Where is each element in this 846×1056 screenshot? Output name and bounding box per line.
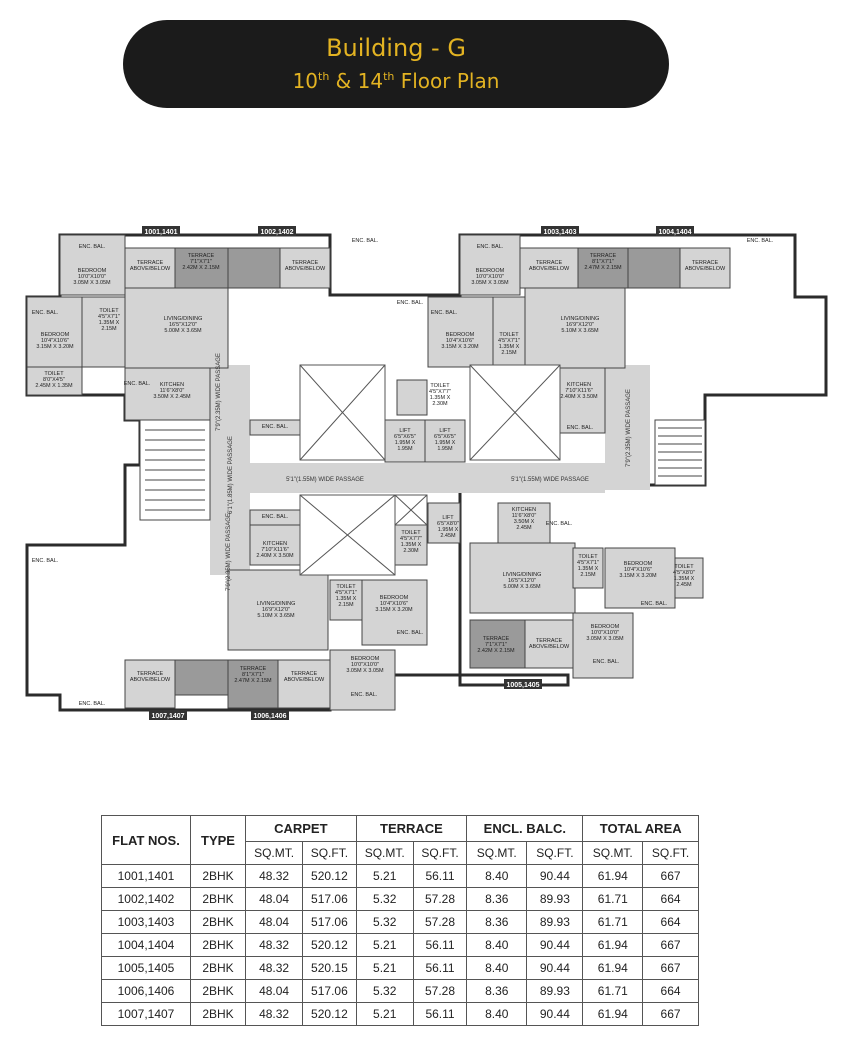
room-label <box>346 656 384 674</box>
subheader-cell: SQ.MT. <box>583 842 643 865</box>
room-dimension: ABOVE/BELOW <box>684 266 726 272</box>
table-cell: 61.94 <box>583 1003 643 1026</box>
table-cell: 48.04 <box>246 980 303 1003</box>
room-label <box>431 310 458 316</box>
table-cell: 2BHK <box>191 934 246 957</box>
room-dimension: 2.45M <box>676 582 692 588</box>
table-cell: 61.71 <box>583 911 643 934</box>
room-dimension: 3.50M X 2.45M <box>153 394 191 400</box>
table-cell: 61.71 <box>583 980 643 1003</box>
subheader-cell: SQ.FT. <box>643 842 699 865</box>
room-label <box>262 424 289 430</box>
room-label <box>586 624 624 642</box>
flat-tag-6: 1006,1406 <box>253 713 287 720</box>
table-cell: 56.11 <box>413 957 466 980</box>
table-cell: 2BHK <box>191 957 246 980</box>
room-label <box>567 425 594 431</box>
room-name: BEDROOM <box>77 268 107 274</box>
room-dimension: 1.35M X <box>429 395 451 401</box>
room-dimension: 10'4"X10'6" <box>623 567 653 573</box>
subheader-cell: SQ.FT. <box>413 842 466 865</box>
room-name: ENC. BAL. <box>261 424 289 430</box>
room-name: ENC. BAL. <box>545 521 573 527</box>
room-dimension: 2.45M <box>440 533 456 539</box>
table-cell: 1003,1403 <box>102 911 191 934</box>
table-cell: 48.32 <box>246 957 303 980</box>
room-dimension: ABOVE/BELOW <box>129 677 171 683</box>
room-name: ENC. BAL. <box>261 514 289 520</box>
table-cell: 48.32 <box>246 1003 303 1026</box>
table-cell: 90.44 <box>527 865 583 888</box>
col-total-area: TOTAL AREA <box>583 816 699 842</box>
floor-plan-diagram <box>0 220 846 730</box>
room-label <box>352 238 379 244</box>
room-name: BEDROOM <box>40 332 70 338</box>
room-dimension: 1.35M X <box>335 596 357 602</box>
room-name: ENC. BAL. <box>78 244 106 250</box>
table-cell: 2BHK <box>191 1003 246 1026</box>
col-encl-balc: ENCL. BALC. <box>467 816 583 842</box>
room-name: KITCHEN <box>511 507 537 513</box>
room-name: TERRACE <box>187 253 215 259</box>
room-dimension: 1.95M X <box>434 440 456 446</box>
table-cell: 89.93 <box>527 888 583 911</box>
room-dimension: 3.05M X 3.05M <box>73 280 111 286</box>
room-name: LIVING/DINING <box>163 316 203 322</box>
table-cell: 520.15 <box>303 957 356 980</box>
room-name: TERRACE <box>589 253 617 259</box>
table-cell: 89.93 <box>527 911 583 934</box>
room-name: ENC. BAL. <box>350 692 378 698</box>
room-name: ENC. BAL. <box>566 425 594 431</box>
room-dimension: 1.35M X <box>400 542 422 548</box>
table-cell: 48.04 <box>246 888 303 911</box>
table-cell: 5.32 <box>356 980 413 1003</box>
table-cell: 56.11 <box>413 865 466 888</box>
room-dimension: 1.35M X <box>98 320 120 326</box>
table-cell: 667 <box>643 865 699 888</box>
room-dimension: 6'5"X6'5" <box>434 434 456 440</box>
room-name: TOILET <box>578 554 598 560</box>
table-cell: 1006,1406 <box>102 980 191 1003</box>
room-name: ENC. BAL. <box>123 381 151 387</box>
passage-label-3: 6'1"(1.85M) WIDE PASSAGE <box>228 436 234 514</box>
table-cell: 1001,1401 <box>102 865 191 888</box>
room-dimension: 4'5"X7'1" <box>335 590 357 596</box>
room-dimension: 2.15M <box>580 572 596 578</box>
table-cell: 1007,1407 <box>102 1003 191 1026</box>
table-cell: 520.12 <box>303 934 356 957</box>
room-name: ENC. BAL. <box>592 659 620 665</box>
room-name: BEDROOM <box>379 595 409 601</box>
table-cell: 2BHK <box>191 911 246 934</box>
table-cell: 90.44 <box>527 957 583 980</box>
table-cell: 8.36 <box>467 888 527 911</box>
room-label <box>124 381 151 387</box>
table-cell: 517.06 <box>303 888 356 911</box>
room-dimension: 10'0"X10'0" <box>590 630 620 636</box>
room-dimension: 6'5"X6'5" <box>394 434 416 440</box>
room-label <box>619 561 657 579</box>
table-cell: 5.32 <box>356 911 413 934</box>
table-cell: 664 <box>643 888 699 911</box>
floor-a-suffix: th <box>318 70 330 83</box>
room-dimension: 4'5"X7'7" <box>429 389 451 395</box>
table-cell: 89.93 <box>527 980 583 1003</box>
table-row <box>102 911 699 934</box>
table-cell: 667 <box>643 934 699 957</box>
table-cell: 667 <box>643 1003 699 1026</box>
room-label <box>641 601 668 607</box>
subheader-cell: SQ.MT. <box>356 842 413 865</box>
room-name: TERRACE <box>136 260 164 266</box>
room-name: LIVING/DINING <box>502 572 542 578</box>
room-name: BEDROOM <box>445 332 475 338</box>
table-cell: 1002,1402 <box>102 888 191 911</box>
room-name: BEDROOM <box>350 656 380 662</box>
table-cell: 8.40 <box>467 1003 527 1026</box>
table-cell: 57.28 <box>413 911 466 934</box>
room-name: ENC. BAL. <box>396 300 424 306</box>
room-dimension: 16'9"X12'0" <box>565 322 595 328</box>
table-row <box>102 888 699 911</box>
table-cell: 90.44 <box>527 1003 583 1026</box>
room-dimension: ABOVE/BELOW <box>284 266 326 272</box>
building-title: Building - G <box>326 34 466 62</box>
room-name: TOILET <box>674 564 694 570</box>
room-dimension: 16'5"X12'0" <box>507 578 537 584</box>
room-label <box>477 244 504 250</box>
room-name: LIFT <box>399 428 411 434</box>
passage-label-4: 7'9"(2.35M) WIDE PASSAGE <box>216 353 222 431</box>
table-cell: 57.28 <box>413 980 466 1003</box>
room-dimension: 3.15M X 3.20M <box>619 573 657 579</box>
room-dimension: 2.45M <box>516 525 532 531</box>
room-name: TOILET <box>99 308 119 314</box>
room-dimension: 1.35M X <box>673 576 695 582</box>
room-dimension: 8'1"X7'1" <box>242 672 264 678</box>
room-name: TOILET <box>499 332 519 338</box>
room-name: TOILET <box>44 371 64 377</box>
floor-plan-subtitle <box>293 63 500 95</box>
room-dimension: 11'6"X8'0" <box>511 513 537 519</box>
table-cell: 8.40 <box>467 957 527 980</box>
table-cell: 8.40 <box>467 934 527 957</box>
table-cell: 90.44 <box>527 934 583 957</box>
room-label <box>546 521 573 527</box>
room-label <box>441 332 479 350</box>
room-label <box>351 692 378 698</box>
table-cell: 664 <box>643 911 699 934</box>
room-label <box>397 300 424 306</box>
room-dimension: 10'4"X10'6" <box>40 338 70 344</box>
table-cell: 61.94 <box>583 957 643 980</box>
col-flat-nos: FLAT NOS. <box>102 816 191 865</box>
room-dimension: 4'5"X7'1" <box>577 560 599 566</box>
table-body <box>102 865 699 1026</box>
room-dimension: 3.05M X 3.05M <box>586 636 624 642</box>
room-dimension: 4'5"X7'1" <box>498 338 520 344</box>
room-dimension: 8'1"X7'1" <box>592 259 614 265</box>
passage-label-1: 5'1"(1.55M) WIDE PASSAGE <box>286 477 364 483</box>
flat-tag-4: 1004,1404 <box>658 229 692 236</box>
table-cell: 61.94 <box>583 934 643 957</box>
room-dimension: 3.05M X 3.05M <box>346 668 384 674</box>
table-cell: 5.21 <box>356 865 413 888</box>
flat-tag-2: 1002,1402 <box>260 229 294 236</box>
flat-tag-7: 1007,1407 <box>151 713 185 720</box>
room-dimension: ABOVE/BELOW <box>528 266 570 272</box>
table-cell: 2BHK <box>191 888 246 911</box>
room-name: TERRACE <box>535 260 563 266</box>
table-cell: 667 <box>643 957 699 980</box>
room-dimension: 3.15M X 3.20M <box>36 344 74 350</box>
subheader-cell: SQ.MT. <box>467 842 527 865</box>
table-cell: 61.71 <box>583 888 643 911</box>
room-name: KITCHEN <box>262 541 288 547</box>
flat-tag-5: 1005,1405 <box>506 682 540 689</box>
room-dimension: 1.35M X <box>577 566 599 572</box>
table-cell: 517.06 <box>303 980 356 1003</box>
table-cell: 56.11 <box>413 1003 466 1026</box>
room-name: TOILET <box>401 530 421 536</box>
table-cell: 520.12 <box>303 865 356 888</box>
room-label <box>32 558 59 564</box>
table-cell: 520.12 <box>303 1003 356 1026</box>
room-name: TERRACE <box>482 636 510 642</box>
room-label <box>73 268 111 286</box>
room-dimension: 11'6"X8'0" <box>159 388 185 394</box>
room-dimension: 1.95M <box>437 446 453 452</box>
room-name: TERRACE <box>290 671 318 677</box>
room-label <box>79 701 106 707</box>
room-label <box>36 332 74 350</box>
table-row <box>102 865 699 888</box>
col-carpet: CARPET <box>246 816 357 842</box>
flat-tag-1: 1001,1401 <box>144 229 178 236</box>
room-name: LIVING/DINING <box>256 601 296 607</box>
room-label <box>257 601 296 619</box>
room-name: TERRACE <box>136 671 164 677</box>
room-dimension: 3.15M X 3.20M <box>375 607 413 613</box>
room-label <box>561 316 600 334</box>
room-name: LIFT <box>442 515 454 521</box>
room-dimension: 2.15M <box>338 602 354 608</box>
room-name: LIVING/DINING <box>560 316 600 322</box>
table-cell: 517.06 <box>303 911 356 934</box>
table-cell: 5.21 <box>356 934 413 957</box>
room-dimension: 3.50M X <box>513 519 535 525</box>
table-cell: 8.36 <box>467 980 527 1003</box>
passage-label-6: 7'9"(2.35M) WIDE PASSAGE <box>226 513 232 591</box>
passage-label-2: 5'1"(1.55M) WIDE PASSAGE <box>511 477 589 483</box>
room-label <box>747 238 774 244</box>
room-name: ENC. BAL. <box>640 601 668 607</box>
room-label <box>79 244 106 250</box>
room-dimension: 2.15M <box>501 350 517 356</box>
room-dimension: 16'5"X12'0" <box>168 322 198 328</box>
room-dimension: 2.42M X 2.15M <box>477 648 515 654</box>
room-dimension: 1.95M X <box>394 440 416 446</box>
room-dimension: 4'5"X7'7" <box>400 536 422 542</box>
room-name: ENC. BAL. <box>430 310 458 316</box>
room-dimension: 5.10M X 3.65M <box>561 328 599 334</box>
room-dimension: 3.05M X 3.05M <box>471 280 509 286</box>
room-dimension: 5.00M X 3.65M <box>503 584 541 590</box>
table-cell: 8.40 <box>467 865 527 888</box>
room-dimension: 4'5"X8'0" <box>673 570 695 576</box>
room-dimension: 2.30M <box>432 401 448 407</box>
room-dimension: ABOVE/BELOW <box>528 644 570 650</box>
room-dimension: 7'1"X7'1" <box>190 259 212 265</box>
table-cell: 5.32 <box>356 888 413 911</box>
table-cell: 48.32 <box>246 865 303 888</box>
room-dimension: 2.47M X 2.15M <box>234 678 272 684</box>
room-name: ENC. BAL. <box>78 701 106 707</box>
room-dimension: 5.00M X 3.65M <box>164 328 202 334</box>
room-dimension: 10'0"X10'0" <box>77 274 107 280</box>
room-name: ENC. BAL. <box>746 238 774 244</box>
room-dimension: 4'5"X7'1" <box>98 314 120 320</box>
table-cell: 1005,1405 <box>102 957 191 980</box>
room-label <box>471 268 509 286</box>
room-label <box>593 659 620 665</box>
table-cell: 48.04 <box>246 911 303 934</box>
table-cell: 56.11 <box>413 934 466 957</box>
room-dimension: 2.40M X 3.50M <box>256 553 294 559</box>
room-dimension: 16'9"X12'0" <box>261 607 291 613</box>
title-banner <box>123 20 669 108</box>
room-dimension: ABOVE/BELOW <box>283 677 325 683</box>
room-dimension: 2.30M <box>403 548 419 554</box>
table-cell: 2BHK <box>191 865 246 888</box>
room-dimension: 2.47M X 2.15M <box>584 265 622 271</box>
room-dimension: 1.35M X <box>498 344 520 350</box>
passage-label-5: 7'9"(2.35M) WIDE PASSAGE <box>626 389 632 467</box>
room-dimension: 2.45M X 1.35M <box>35 383 73 389</box>
room-dimension: 10'0"X10'0" <box>475 274 505 280</box>
table-cell: 8.36 <box>467 911 527 934</box>
room-label <box>262 514 289 520</box>
room-name: ENC. BAL. <box>351 238 379 244</box>
room-name: BEDROOM <box>475 268 505 274</box>
room-dimension: 3.15M X 3.20M <box>441 344 479 350</box>
room-dimension: 1.95M X <box>437 527 459 533</box>
table-cell: 2BHK <box>191 980 246 1003</box>
room-name: TERRACE <box>291 260 319 266</box>
room-dimension: 10'4"X10'6" <box>379 601 409 607</box>
room-name: TERRACE <box>691 260 719 266</box>
room-name: ENC. BAL. <box>31 558 59 564</box>
room-label <box>375 595 413 613</box>
subheader-cell: SQ.FT. <box>527 842 583 865</box>
room-label <box>164 316 203 334</box>
room-dimension: 7'10"X11'6" <box>261 547 289 553</box>
table-cell: 48.32 <box>246 934 303 957</box>
table-cell: 57.28 <box>413 888 466 911</box>
room-dimension: 2.15M <box>101 326 117 332</box>
subheader-cell: SQ.FT. <box>303 842 356 865</box>
floor-a: 10 <box>292 69 319 93</box>
floor-b: 14 <box>357 69 384 93</box>
table-cell: 61.94 <box>583 865 643 888</box>
subheader-cell: SQ.MT. <box>246 842 303 865</box>
floor-plan-label: Floor Plan <box>394 69 500 93</box>
room-label <box>397 630 424 636</box>
floor-b-suffix: th <box>383 70 395 83</box>
room-name: BEDROOM <box>590 624 620 630</box>
room-name: ENC. BAL. <box>476 244 504 250</box>
table-row <box>102 957 699 980</box>
table-row <box>102 934 699 957</box>
room-dimension: ABOVE/BELOW <box>129 266 171 272</box>
room-name: TOILET <box>336 584 356 590</box>
table-row <box>102 1003 699 1026</box>
table-cell: 5.21 <box>356 1003 413 1026</box>
floor-separator: & <box>329 69 358 93</box>
table-cell: 1004,1404 <box>102 934 191 957</box>
room-name: ENC. BAL. <box>396 630 424 636</box>
room-dimension: 5.10M X 3.65M <box>257 613 295 619</box>
room-name: KITCHEN <box>159 382 185 388</box>
table-cell: 664 <box>643 980 699 1003</box>
room-dimension: 7'10"X11'6" <box>565 388 593 394</box>
room-dimension: 2.42M X 2.15M <box>182 265 220 271</box>
flat-tag-3: 1003,1403 <box>543 229 577 236</box>
room-name: ENC. BAL. <box>31 310 59 316</box>
room-dimension: 6'5"X8'0" <box>437 521 459 527</box>
room-name: TOILET <box>430 383 450 389</box>
room-name: KITCHEN <box>566 382 592 388</box>
col-terrace: TERRACE <box>356 816 467 842</box>
room-dimension: 1.95M <box>397 446 413 452</box>
table-row <box>102 980 699 1003</box>
room-label <box>32 310 59 316</box>
room-dimension: 7'1"X7'1" <box>485 642 507 648</box>
room-name: LIFT <box>439 428 451 434</box>
col-type: TYPE <box>191 816 246 865</box>
room-label <box>503 572 542 590</box>
room-dimension: 8'0"X4'5" <box>43 377 65 383</box>
table-cell: 5.21 <box>356 957 413 980</box>
room-name: TERRACE <box>535 638 563 644</box>
area-table <box>101 815 699 1026</box>
room-name: BEDROOM <box>623 561 653 567</box>
room-name: TERRACE <box>239 666 267 672</box>
room-dimension: 10'0"X10'0" <box>350 662 380 668</box>
room-dimension: 10'4"X10'6" <box>445 338 475 344</box>
room-dimension: 2.40M X 3.50M <box>560 394 598 400</box>
